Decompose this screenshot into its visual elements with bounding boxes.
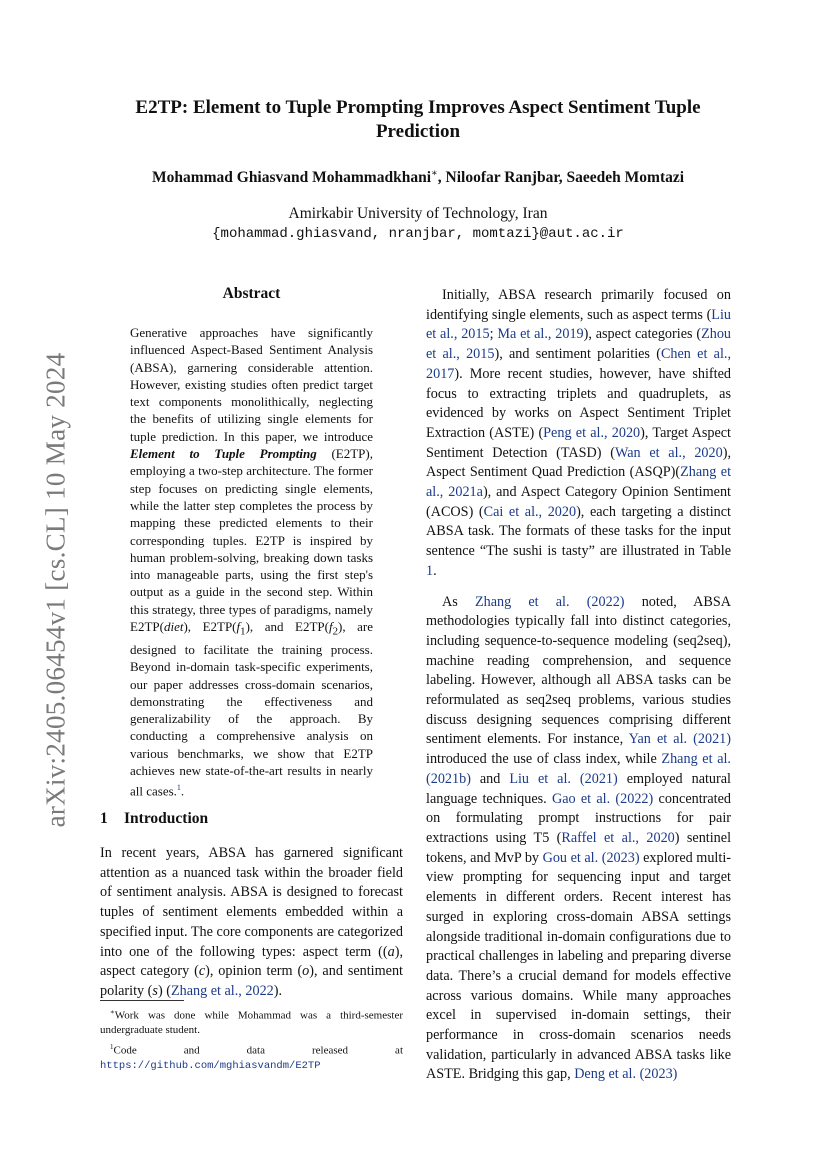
footnote-mark: ∗ xyxy=(110,1008,115,1016)
author-first: Mohammad Ghiasvand Mohammadkhani xyxy=(151,169,431,187)
citation-link[interactable]: Wan et al., 2020 xyxy=(614,444,723,461)
paragraph-text: ), and sentiment polarities ( xyxy=(494,346,661,363)
math-diet: diet xyxy=(163,619,184,635)
paragraph-text: ), aspect categories ( xyxy=(583,326,702,343)
author-emails: {mohammad.ghiasvand, nranjbar, momtazi}@aut.ac.ir xyxy=(212,226,624,242)
section-title: Introduction xyxy=(124,810,209,827)
right-column xyxy=(426,286,731,1096)
citation-link[interactable]: Chen et al., 2017 xyxy=(426,346,731,382)
intro-part: In recent years, ABSA has garnered significant attention as a nuanced task within the broader field of sentiment analysis. ABSA is designed to forecast tuples of sentiment elements embedded within a specified input. The core components are categorized into one of the following types: aspect term ( xyxy=(100,845,403,960)
citation-link[interactable]: Zhang et al., 2021a xyxy=(426,464,732,501)
citation-link[interactable]: Zhang et al., 2022 xyxy=(170,982,274,999)
right-paragraph-2 xyxy=(426,593,731,1086)
abstract-part: ), and E2TP( xyxy=(245,619,329,635)
intro-paragraph: In recent years, ABSA has garnered significant attention as a nuanced task within the broader field of sentiment analysis. ABSA is designed to forecast tuples of sentiment elements embedded within a specified input. The core components are categorized into one of the following types: aspect term ((a), aspect category (c), opinion term (o), and sentiment polarity (s) (Zhang et al., 2022). xyxy=(100,845,403,999)
section-heading-introduction xyxy=(100,810,403,828)
paragraph-text: ; xyxy=(489,326,498,343)
abstract-part: Generative approaches have significantly influenced Aspect-Based Sentiment Analysis (ABSA), garnering considerable attention. However, existing studies often predict target text components monolithically, neglecting the benefits of utilizing single elements for tuple prediction. In this paper, we introduce xyxy=(130,325,373,444)
abstract-part: . xyxy=(180,783,185,799)
right-paragraph-1 xyxy=(426,286,731,582)
paragraph-text: ), Aspect Sentiment Quad Prediction (ASQP)( xyxy=(426,444,731,481)
math-var: o xyxy=(302,963,310,980)
citation-link[interactable]: Zhang et al. (2022) xyxy=(474,593,625,610)
paragraph-text: ). More recent studies, however, have shifted focus to extracting triplets and quadruplets, as evidenced by works on Aspect Sentiment Triplet Extraction (ASTE) ( xyxy=(426,365,731,441)
author-others: , Niloofar Ranjbar, Saeedeh Momtazi xyxy=(437,169,685,187)
arxiv-id: arXiv:2405.06454v1 [cs.CL] 10 May 2024 xyxy=(40,352,71,828)
footnote-divider xyxy=(100,1000,184,1001)
intro-part: ). xyxy=(273,982,283,999)
footnote-mark: 1 xyxy=(110,1042,114,1051)
math-f1: f xyxy=(236,619,241,635)
intro-part: ), aspect category ( xyxy=(100,943,403,980)
author-list xyxy=(100,164,736,188)
paragraph-text: ), Target Aspect Sentiment Detection (TASD) ( xyxy=(426,424,731,461)
citation-link[interactable]: Deng et al. (2023) xyxy=(574,1066,678,1083)
paragraph-text: Initially, ABSA research primarily focused on identifying single elements, such as aspect terms ( xyxy=(426,287,731,323)
citation-link[interactable]: Gao et al. (2022) xyxy=(551,790,654,807)
abstract-part: (E2TP), employing a two-step architecture. The former step focuses on predicting single elements, while the latter step completes the process by mapping these predicted elements to their corresponding tuples. E2TP is inspired by human problem-solving, breaking down tasks into manageable parts, using the first step's output as a guide in the second step. Within this strategy, three types of paradigms, namely E2TP( xyxy=(130,446,373,635)
paragraph-text: noted, ABSA methodologies typically fall into distinct categories, including sequence-to-sequence modeling (seq2seq), machine reading comprehension, and sequence labeling. However, although all ABSA tasks can be reformulated as seq2seq problems, various studies discuss designing sequences comprising different sentiment elements. For instance, xyxy=(426,593,731,748)
paragraph-text: explored multi-view prompting for sequencing input and target elements in different orders. Recent interest has surged in exploring cross-domain ABSA settings alongside traditional in-domain configurations due to practical challenges in labeling and preparing diverse data. There’s a crucial demand for models effective across various domains. While many approaches excel in supervised in-domain settings, their performance in cross-domain scenarios needs validation, particularly in advanced ABSA tasks like ASTE. Bridging this gap, xyxy=(426,849,731,1083)
footnote-text: Code and data released at xyxy=(113,1044,403,1057)
abstract-text xyxy=(130,324,373,800)
citation-link[interactable]: Raffel et al., 2020 xyxy=(561,829,675,846)
abstract-part: ), are designed to facilitate the training process. Beyond in-domain task-specific experiments, our paper addresses cross-domain scenarios, demonstrating the effectiveness and generalizability of the approach. By conducting a comprehensive analysis on various benchmarks, we show that E2TP achieves new state-of-the-art results in nearly all cases. xyxy=(130,619,374,799)
citation-link[interactable]: Liu et al. (2021) xyxy=(509,770,618,787)
citation-link[interactable]: 1 xyxy=(426,562,434,579)
citation-link[interactable]: Yan et al. (2021) xyxy=(628,731,731,748)
footnote-1 xyxy=(100,1005,403,1038)
citation-link[interactable]: Peng et al., 2020 xyxy=(543,424,641,441)
citation-link[interactable]: Gou et al. (2023) xyxy=(542,849,640,866)
citation-link[interactable]: Ma et al., 2019 xyxy=(497,326,584,343)
citation-link[interactable]: Cai et al., 2020 xyxy=(483,503,577,520)
paragraph-text: employed natural language techniques. xyxy=(426,770,731,807)
intro-part: ), opinion term ( xyxy=(205,963,303,980)
abstract-emphasis: Element to Tuple Prompting xyxy=(130,446,317,462)
paragraph-text: . xyxy=(433,562,437,579)
paragraph-text: As xyxy=(442,593,475,610)
paragraph-text: ) sentinel tokens, and MvP by xyxy=(426,829,732,866)
paragraph-text: and xyxy=(470,770,510,787)
math-var: c xyxy=(198,963,206,980)
affiliation: Amirkabir University of Technology, Iran xyxy=(288,205,548,222)
footnote-2 xyxy=(100,1040,403,1074)
citation-link[interactable]: Liu et al., 2015 xyxy=(426,306,731,343)
intro-part: ) ( xyxy=(157,982,171,999)
paragraph-text: introduced the use of class index, while xyxy=(426,751,662,768)
section-number: 1 xyxy=(100,810,108,827)
citation-link[interactable]: Zhang et al. (2021b) xyxy=(426,751,731,787)
intro-part: ), and sentiment polarity ( xyxy=(100,963,403,999)
abstract-heading: Abstract xyxy=(222,285,281,302)
footnote-link[interactable]: 1 xyxy=(176,783,181,793)
footnote-text: Work was done while Mohammad was a third-semester undergraduate student. xyxy=(100,1009,403,1037)
math-var: a xyxy=(387,943,395,960)
citation-link[interactable]: Zhou et al., 2015 xyxy=(426,326,732,363)
paragraph-text: concentrated on formulating prompt instructions for pair extractions using T5 ( xyxy=(426,790,731,846)
author-footnote-mark: ∗ xyxy=(431,168,438,179)
math-var: s xyxy=(152,982,158,999)
footnotes xyxy=(100,1005,403,1075)
math-f2: f xyxy=(328,619,333,635)
math-sub: 2 xyxy=(332,625,339,638)
paragraph-text: ), each targeting a distinct ABSA task. The formats of these tasks for the input sentence “The sushi is tasty” are illustrated in Table xyxy=(426,503,731,560)
math-sub: 1 xyxy=(240,625,246,638)
code-link[interactable]: https://github.com/mghiasvandm/E2TP xyxy=(100,1059,321,1072)
paper-title: E2TP: Element to Tuple Prompting Improves Aspect Sentiment Tuple Prediction xyxy=(135,97,701,142)
abstract-part: ), E2TP( xyxy=(183,619,237,635)
paragraph-text: ), and Aspect Category Opinion Sentiment (ACOS) ( xyxy=(426,484,731,520)
